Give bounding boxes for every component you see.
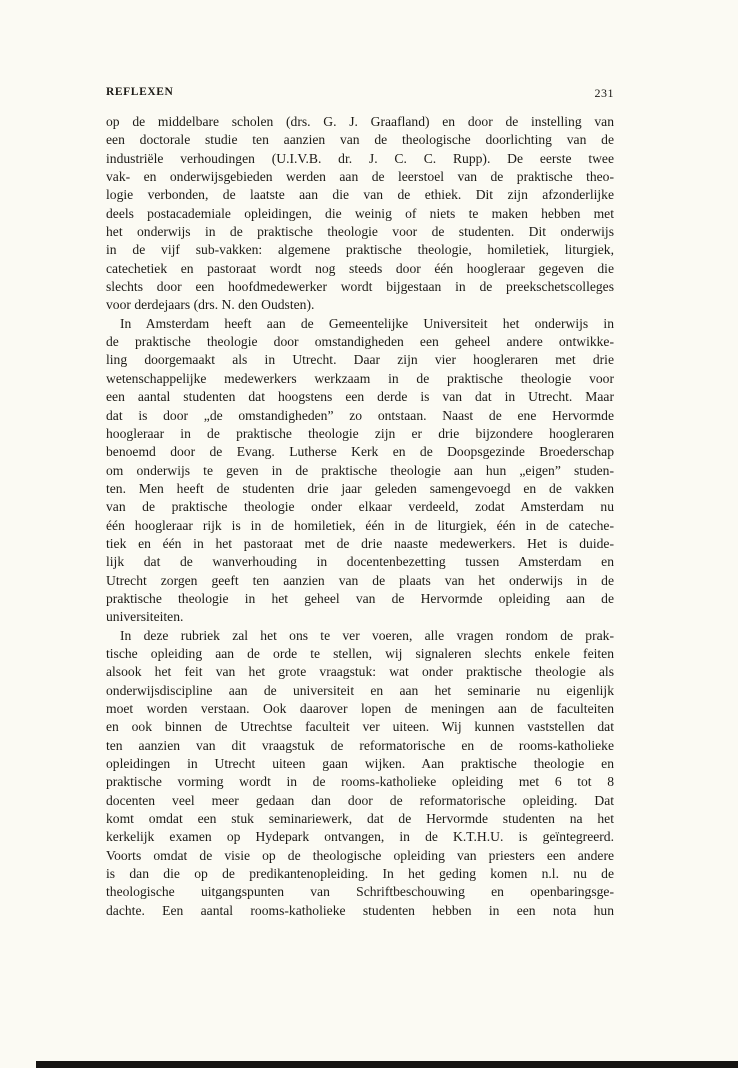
text-line: lijk dat de wanverhouding in docentenbezetting tussen Amsterdam en <box>106 554 614 570</box>
text-line: het onderwijs in de praktische theologie voor de studenten. Dit onderwijs <box>106 224 614 240</box>
scan-bottom-edge <box>36 1061 738 1068</box>
text-line: ling doorgemaakt als in Utrecht. Daar zijn vier hoogleraren met drie <box>106 352 614 368</box>
text-line: kerkelijk examen op Hydepark ontvangen, in de K.T.H.U. is geïntegreerd. <box>106 829 614 845</box>
text-line: voor derdejaars (drs. N. den Oudsten). <box>106 297 315 313</box>
text-line: slechts door een hoofdmedewerker wordt bijgestaan in de preekschetscolleges <box>106 279 614 295</box>
text-line: tische opleiding aan de orde te stellen, wij signaleren slechts enkele feiten <box>106 645 614 661</box>
text-line: hoogleraar in de praktische theologie zijn er drie bijzondere hoogleraren <box>106 425 614 441</box>
text-line: de praktische theologie door omstandigheden een geheel andere ontwikke- <box>106 334 614 350</box>
text-line: praktische vorming wordt in de rooms-katholieke opleiding met 6 tot 8 <box>106 774 614 790</box>
paragraph-start-line: In deze rubriek zal het ons te ver voeren, alle vragen rondom de prak- <box>120 627 614 643</box>
body-text <box>106 113 614 920</box>
text-line: en ook binnen de Utrechtse faculteit ver uiteen. Wij kunnen vaststellen dat <box>106 719 614 735</box>
text-line: van de praktische theologie onder elkaar verdeeld, zodat Amsterdam nu <box>106 499 614 515</box>
paragraph-start-line: In Amsterdam heeft aan de Gemeentelijke Universiteit het onderwijs in <box>120 315 614 331</box>
text-line: in de vijf sub-vakken: algemene praktische theologie, homiletiek, liturgiek, <box>106 242 614 258</box>
text-line: komt omdat een stuk seminariewerk, dat de Hervormde studenten na het <box>106 811 614 827</box>
text-line: industriële verhoudingen (U.I.V.B. dr. J. C. C. Rupp). De eerste twee <box>106 150 614 166</box>
text-line: ten. Men heeft de studenten drie jaar geleden samengevoegd en de vakken <box>106 480 614 496</box>
text-line: moet worden verstaan. Ook daarover lopen de meningen aan de faculteiten <box>106 701 614 716</box>
text-line: ten aanzien van dit vraagstuk de reformatorische en de rooms-katholieke <box>106 737 614 753</box>
text-line: benoemd door de Evang. Lutherse Kerk en de Doopsgezinde Broederschap <box>106 444 614 460</box>
text-line: deels postacademiale opleidingen, die weinig of niets te maken hebben met <box>106 205 614 221</box>
text-line: om onderwijs te geven in de praktische theologie aan hun „eigen” studen- <box>106 462 614 478</box>
text-line: catechetiek en pastoraat wordt nog steeds door één hoogleraar gegeven die <box>106 260 614 276</box>
page-header <box>106 86 614 104</box>
text-line: tiek en één in het pastoraat met de drie naaste medewerkers. Het is duide- <box>106 535 614 551</box>
page-number: 231 <box>594 86 614 100</box>
text-line: is dan die op de predikantenopleiding. In het geding komen n.l. nu de <box>106 866 614 882</box>
running-head: REFLEXEN <box>106 86 174 98</box>
text-line: opleidingen in Utrecht uiteen gaan wijken. Aan praktische theologie en <box>106 756 614 772</box>
text-line: dat is door „de omstandigheden” zo ontstaan. Naast de ene Hervormde <box>106 407 614 423</box>
text-line: dachte. Een aantal rooms-katholieke studenten hebben in een nota hun <box>106 902 614 918</box>
text-line: wetenschappelijke medewerkers werkzaam in de praktische theologie voor <box>106 370 614 386</box>
text-line: Voorts omdat de visie op de theologische opleiding van priesters een andere <box>106 847 614 863</box>
text-line: logie verbonden, de laatste aan die van de ethiek. Dit zijn afzonderlijke <box>106 187 614 203</box>
text-line: praktische theologie in het geheel van de Hervormde opleiding aan de <box>106 590 614 606</box>
text-line: vak- en onderwijsgebieden werden aan de leerstoel van de praktische theo- <box>106 169 614 185</box>
text-line: één hoogleraar rijk is in de homiletiek, één in de liturgiek, één in de cateche- <box>106 517 614 533</box>
text-line: Utrecht zorgen geeft ten aanzien van de plaats van het onderwijs in de <box>106 572 614 588</box>
text-line: docenten veel meer gedaan dan door de reformatorische opleiding. Dat <box>106 792 614 808</box>
text-line: alsook het feit van het grote vraagstuk: wat onder praktische theologie als <box>106 664 614 680</box>
text-line: onderwijsdiscipline aan de universiteit en aan het seminarie nu eigenlijk <box>106 682 614 698</box>
text-line: een aantal studenten dat hoogstens een derde is van dat in Utrecht. Maar <box>106 389 614 405</box>
text-line: theologische uitgangspunten van Schriftbeschouwing en openbaringsge- <box>106 884 614 900</box>
text-line: een doctorale studie ten aanzien van de theologische doorlichting van de <box>106 132 614 148</box>
text-line: universiteiten. <box>106 609 184 625</box>
text-line: op de middelbare scholen (drs. G. J. Graafland) en door de instelling van <box>106 114 614 129</box>
